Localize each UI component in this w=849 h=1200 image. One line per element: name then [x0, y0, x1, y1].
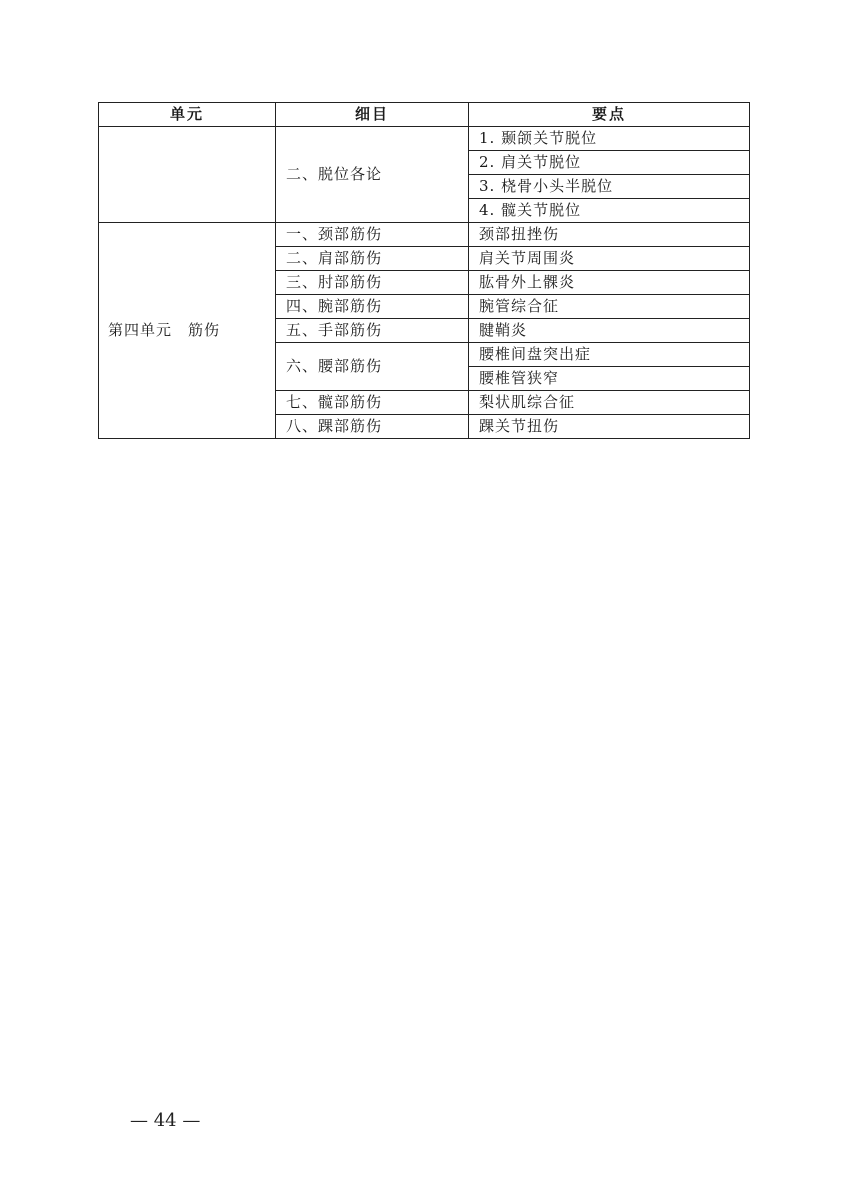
detail-cell: 三、肘部筋伤: [276, 271, 469, 295]
point-cell: 肩关节周围炎: [469, 247, 750, 271]
table-row: [99, 127, 750, 151]
point-cell: 腰椎间盘突出症: [469, 343, 750, 367]
point-cell: 肱骨外上髁炎: [469, 271, 750, 295]
point-cell: 3. 桡骨小头半脱位: [469, 175, 750, 199]
unit-cell: 第四单元 筋伤: [99, 223, 276, 439]
table-row: [99, 223, 750, 247]
point-cell: 1. 颞颌关节脱位: [469, 127, 750, 151]
page-number: — 44 —: [130, 1110, 201, 1131]
detail-cell: 六、腰部筋伤: [276, 343, 469, 391]
detail-cell: 一、颈部筋伤: [276, 223, 469, 247]
detail-cell: 四、腕部筋伤: [276, 295, 469, 319]
point-cell: 梨状肌综合征: [469, 391, 750, 415]
unit-cell: [99, 127, 276, 223]
detail-cell: 五、手部筋伤: [276, 319, 469, 343]
point-cell: 踝关节扭伤: [469, 415, 750, 439]
point-cell: 4. 髋关节脱位: [469, 199, 750, 223]
header-unit: 单元: [99, 103, 276, 127]
point-cell: 腱鞘炎: [469, 319, 750, 343]
point-cell: 2. 肩关节脱位: [469, 151, 750, 175]
detail-cell: 七、髋部筋伤: [276, 391, 469, 415]
detail-cell: 二、脱位各论: [276, 127, 469, 223]
syllabus-table: [98, 102, 750, 439]
header-row: [99, 103, 750, 127]
point-cell: 颈部扭挫伤: [469, 223, 750, 247]
point-cell: 腰椎管狭窄: [469, 367, 750, 391]
table-header: [99, 103, 750, 127]
header-detail: 细目: [276, 103, 469, 127]
header-points: 要点: [469, 103, 750, 127]
detail-cell: 八、踝部筋伤: [276, 415, 469, 439]
point-cell: 腕管综合征: [469, 295, 750, 319]
detail-cell: 二、肩部筋伤: [276, 247, 469, 271]
table-body: [99, 127, 750, 439]
